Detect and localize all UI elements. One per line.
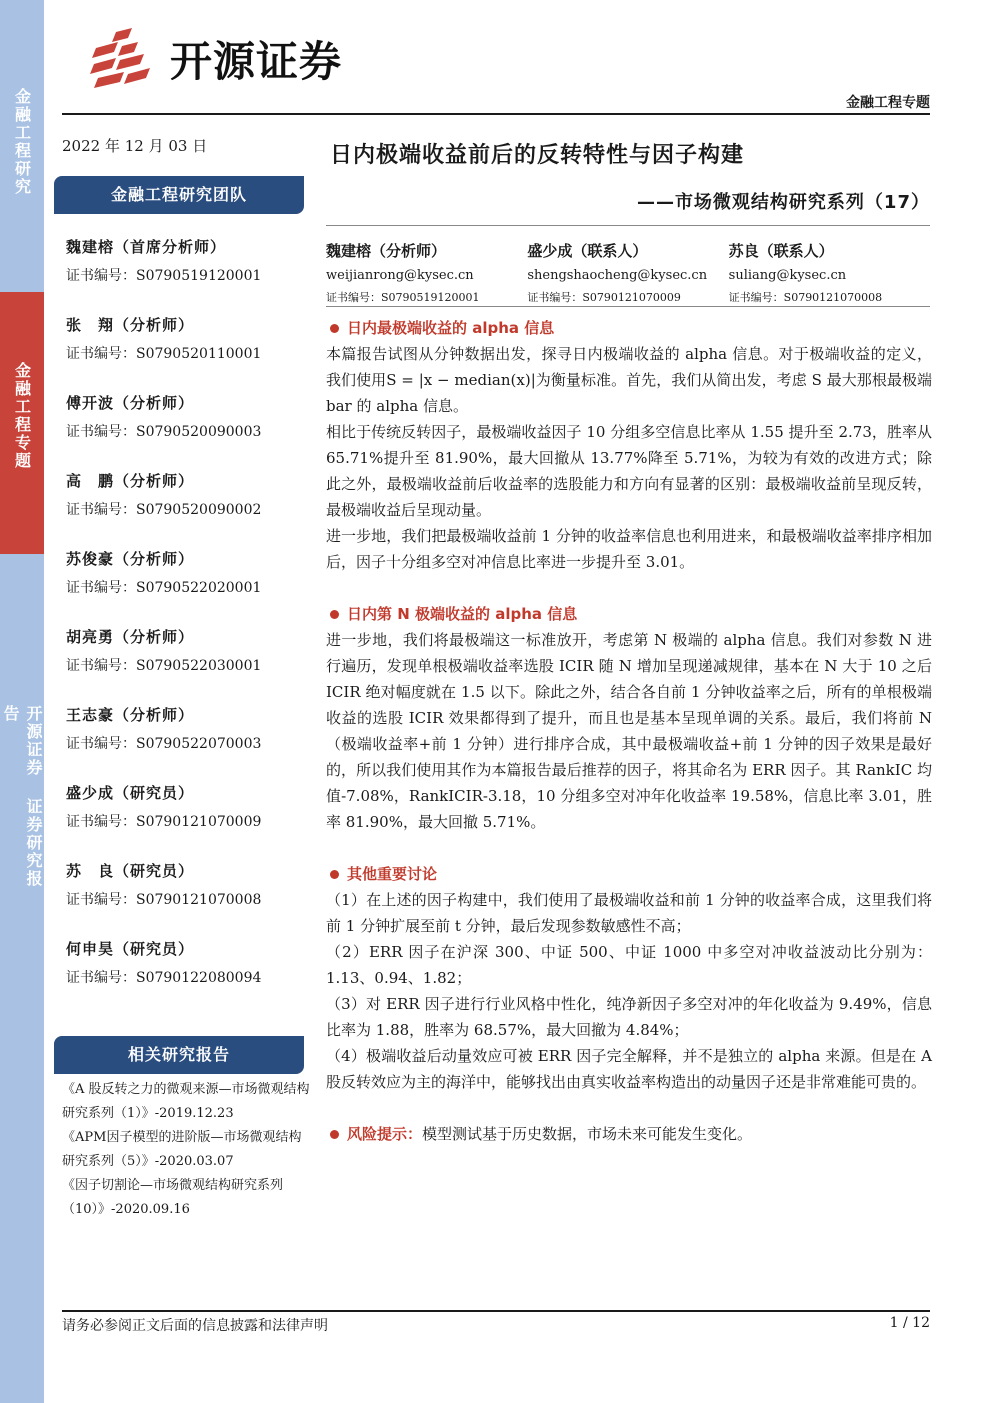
related-report-link[interactable]: 《因子切割论—市场微观结构研究系列（10）》-2020.09.16: [62, 1178, 284, 1217]
section-heading: 日内第 N 极端收益的 alpha 信息: [326, 601, 932, 627]
report-title: 日内极端收益前后的反转特性与因子构建: [330, 143, 745, 168]
author-name: 魏建榕（分析师）: [326, 242, 447, 260]
brand-name: 开源证券: [170, 37, 343, 86]
section-heading: 日内最极端收益的 alpha 信息: [326, 315, 932, 341]
analyst-name: 盛少成（研究员）: [66, 784, 195, 802]
paragraph: 进一步地，我们将最极端这一标准放开，考虑第 N 极端的 alpha 信息。我们对参数 N 进行遍历，发现单根极端收益率选股 ICIR 随 N 增加呈现递减规律，基本在 N 大于 10 之后 ICIR 绝对幅度就在 1.5 以下。除此之外，结合各自前 1 分钟收益率之后，所有的单根极端收益的选股 ICIR 效果都得到了提升，而且也是基本呈现单调的关系。最后，我们将前 N（极端收益率+前 1 分钟）进行排序合成，其中最极端收益+前 1 分钟的因子效果是最好的，所以我们使用其作为本篇报告最后推荐的因子，将其命名为 ERR 因子。其 RankIC 均值-7.08%，RankICIR-3.18，10 分组多空对冲年化收益率 19.58%，信息比率 3.01，胜率 81.90%，最大回撤 5.71%。: [326, 631, 932, 831]
title-rule: [326, 225, 930, 226]
side-band: [0, 0, 44, 1403]
risk-warning: [326, 1121, 932, 1147]
analyst-item: [66, 626, 306, 704]
analyst-cert: 证书编号：S0790520110001: [66, 346, 262, 362]
side-label-brand: 开源证券 证券研究报告: [1, 705, 43, 888]
risk-text: 模型测试基于历史数据，市场未来可能发生变化。: [422, 1125, 753, 1143]
analyst-name: 何申昊（研究员）: [66, 940, 195, 958]
author-card: [326, 240, 527, 305]
analyst-cert: 证书编号：S0790522070003: [66, 736, 262, 752]
analyst-item: [66, 314, 306, 392]
bullet-icon: [330, 324, 339, 333]
paragraph: （2）ERR 因子在沪深 300、中证 500、中证 1000 中多空对冲收益波动比分别为：1.13、0.94、1.82；: [326, 943, 932, 987]
analyst-cert: 证书编号：S0790121070008: [66, 892, 262, 908]
author-name: 盛少成（联系人）: [527, 242, 648, 260]
author-card: [527, 240, 728, 305]
team-banner: 金融工程研究团队: [54, 176, 304, 214]
author-card: [729, 240, 930, 305]
brand-mark-icon: [88, 28, 166, 90]
authors-rule: [326, 306, 930, 307]
analyst-item: [66, 548, 306, 626]
analyst-name: 苏 良（研究员）: [66, 862, 195, 880]
analyst-item: [66, 392, 306, 470]
author-email[interactable]: weijianrong@kysec.cn: [326, 268, 474, 283]
related-report-link[interactable]: 《APM因子模型的进阶版—市场微观结构研究系列（5）》-2020.03.07: [62, 1130, 302, 1169]
report-body: [326, 315, 932, 1147]
footer-disclaimer: 请务必参阅正文后面的信息披露和法律声明: [62, 1318, 328, 1334]
brand-logo: [88, 28, 342, 90]
analyst-name: 王志豪（分析师）: [66, 706, 195, 724]
section-heading: 其他重要讨论: [326, 861, 932, 887]
bullet-icon: [330, 610, 339, 619]
analyst-cert: 证书编号：S0790522020001: [66, 580, 262, 596]
author-email[interactable]: shengshaocheng@kysec.cn: [527, 268, 708, 283]
analyst-name: 傅开波（分析师）: [66, 394, 195, 412]
analyst-name: 魏建榕（首席分析师）: [66, 238, 227, 256]
author-cert: 证书编号：S0790519120001: [326, 291, 480, 304]
analyst-cert: 证书编号：S0790519120001: [66, 268, 262, 284]
bullet-icon: [330, 1130, 339, 1139]
author-name: 苏良（联系人）: [728, 242, 834, 260]
header-rule: [62, 113, 930, 115]
paragraph: （3）对 ERR 因子进行行业风格中性化，纯净新因子多空对冲的年化收益为 9.49%，信息比率为 1.88，胜率为 68.57%，最大回撤为 4.84%；: [326, 995, 932, 1039]
header-tag: 金融工程专题: [846, 95, 930, 111]
footer-rule: [62, 1310, 930, 1312]
author-cert: 证书编号：S0790121070009: [527, 291, 681, 304]
analyst-list: [66, 236, 306, 1016]
analyst-item: [66, 470, 306, 548]
paragraph: （1）在上述的因子构建中，我们使用了最极端收益和前 1 分钟的收益率合成，这里我们将前 1 分钟扩展至前 t 分钟，最后发现参数敏感性不高；: [326, 891, 932, 935]
side-label-topic: 金融工程专题: [0, 292, 44, 554]
related-report-link[interactable]: 《A 股反转之力的微观来源—市场微观结构研究系列（1）》-2019.12.23: [62, 1082, 310, 1121]
paragraph: 进一步地，我们把最极端收益前 1 分钟的收益率信息也利用进来，和最极端收益率排序相加后，因子十分组多空对冲信息比率进一步提升至 3.01。: [326, 527, 932, 571]
analyst-cert: 证书编号：S0790522030001: [66, 658, 262, 674]
page-number: 1 / 12: [889, 1315, 930, 1331]
analyst-item: [66, 236, 306, 314]
related-reports-banner: 相关研究报告: [54, 1036, 304, 1074]
author-cert: 证书编号：S0790121070008: [728, 291, 883, 304]
author-email[interactable]: suliang@kysec.cn: [728, 268, 847, 283]
side-label-research: 金融工程研究: [12, 88, 32, 196]
analyst-cert: 证书编号：S0790520090003: [66, 424, 262, 440]
analyst-cert: 证书编号：S0790122080094: [66, 970, 262, 986]
bullet-icon: [330, 870, 339, 879]
paragraph: （4）极端收益后动量效应可被 ERR 因子完全解释，并不是独立的 alpha 来源。但是在 A 股反转效应为主的海洋中，能够找出由真实收益率构造出的动量因子还是非常难能可贵的。: [326, 1047, 932, 1091]
analyst-item: [66, 938, 306, 1016]
analyst-cert: 证书编号：S0790121070009: [66, 814, 262, 830]
analyst-name: 张 翔（分析师）: [66, 316, 195, 334]
risk-label: 风险提示：: [347, 1125, 423, 1143]
author-row: [326, 240, 930, 305]
analyst-item: [66, 782, 306, 860]
report-subtitle: ——市场微观结构研究系列（17）: [636, 192, 930, 213]
analyst-cert: 证书编号：S0790520090002: [66, 502, 262, 518]
analyst-name: 胡亮勇（分析师）: [66, 628, 195, 646]
analyst-item: [66, 860, 306, 938]
paragraph: 本篇报告试图从分钟数据出发，探寻日内极端收益的 alpha 信息。对于极端收益的定义，我们使用S = |x − median(x)|为衡量标准。首先，我们从简出发，考虑 S 最大那根最极端 bar 的 alpha 信息。: [326, 345, 932, 415]
related-report-list: [62, 1078, 312, 1222]
analyst-item: [66, 704, 306, 782]
analyst-name: 苏俊豪（分析师）: [66, 550, 195, 568]
analyst-name: 高 鹏（分析师）: [66, 472, 195, 490]
paragraph: 相比于传统反转因子，最极端收益因子 10 分组多空信息比率从 1.55 提升至 2.73，胜率从 65.71%提升至 81.90%，最大回撤从 13.77%降至 5.71%，为较为有效的改进方式；除此之外，最极端收益前后收益率的选股能力和方向有显著的区别：最极端收益前呈现反转，最极端收益后呈现动量。: [326, 423, 932, 519]
report-date: 2022 年 12 月 03 日: [62, 137, 208, 155]
